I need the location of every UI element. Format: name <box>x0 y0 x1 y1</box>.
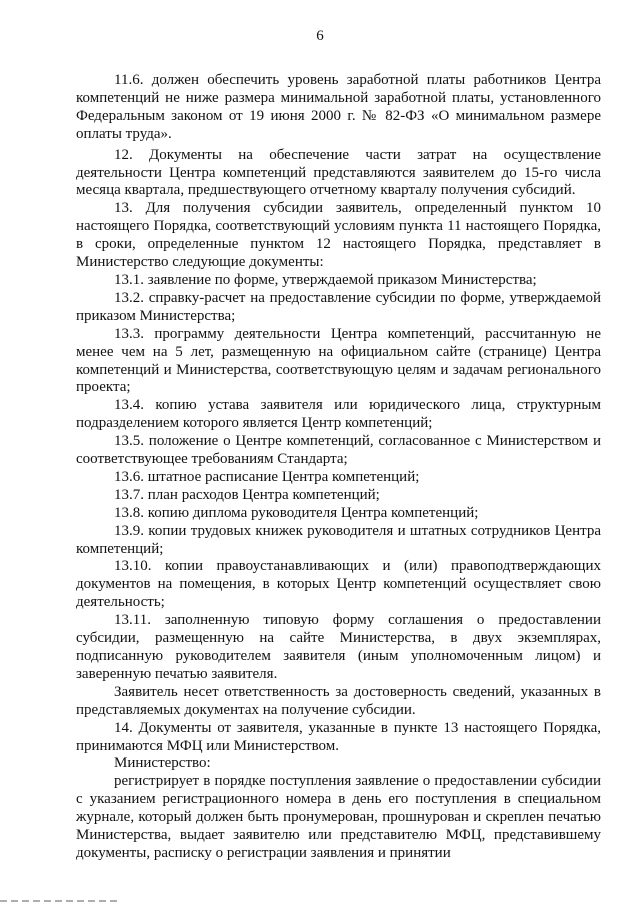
paragraph-12: 12. Документы на обеспечение части затрат на осуществление деятельности Центра компетенций представляются заявителем до 15-го числа месяца квартала, предшествующего отчетному кварталу получения субсидий. <box>76 146 601 199</box>
paragraph-registers: регистрирует в порядке поступления заявление о предоставлении субсидии с указанием регистрационного номера в день его поступления в специальном журнале, который должен быть пронумерован, прошнурован и скреплен печатью Министерства, выдает заявителю или представителю МФЦ, представившему документы, расписку о регистрации заявления и принятии <box>76 773 601 861</box>
paragraph-13-9: 13.9. копии трудовых книжек руководителя и штатных сотрудников Центра компетенций; <box>76 522 601 557</box>
paragraph-ministry: Министерство: <box>114 755 211 772</box>
paragraph-13-10: 13.10. копии правоустанавливающих и (или) правоподтверждающих документов на помещения, в которых Центр компетенций осуществляет свою деятельность; <box>76 558 601 611</box>
document-body <box>76 72 601 863</box>
paragraph-13-5: 13.5. положение о Центре компетенций, согласованное с Министерством и соответствующее требованиям Стандарта; <box>76 433 601 468</box>
paragraph-13: 13. Для получения субсидии заявитель, определенный пунктом 10 настоящего Порядка, соответствующий условиям пункта 11 настоящего Порядка, в сроки, определенные пунктом 12 настоящего Порядка, представляет в Министерство следующие документы: <box>76 200 601 271</box>
paragraph-14: 14. Документы от заявителя, указанные в пункте 13 настоящего Порядка, принимаются МФЦ или Министерством. <box>76 719 601 754</box>
paragraph-13-3: 13.3. программу деятельности Центра компетенций, рассчитанную не менее чем на 5 лет, размещенную на официальном сайте (странице) Центра компетенций и Министерства, соответствующую целям и задачам регионального проекта; <box>76 325 601 396</box>
scan-edge-mark <box>0 900 118 902</box>
page-number: 6 <box>316 28 324 44</box>
paragraph-13-4: 13.4. копию устава заявителя или юридического лица, структурным подразделением которого является Центр компетенций; <box>76 397 601 432</box>
paragraph-11-6: 11.6. должен обеспечить уровень заработной платы работников Центра компетенций не ниже размера минимальной заработной платы, установленного Федеральным законом от 19 июня 2000 г. № 82-ФЗ «О минимальном размере оплаты труда». <box>76 72 601 142</box>
paragraph-13-6: 13.6. штатное расписание Центра компетенций; <box>114 468 420 485</box>
paragraph-responsibility: Заявитель несет ответственность за достоверность сведений, указанных в представляемых документах на получение субсидии. <box>76 683 601 718</box>
paragraph-13-11: 13.11. заполненную типовую форму соглашения о предоставлении субсидии, размещенную на сайте Министерства, в двух экземплярах, подписанную руководителем заявителя (иным уполномоченным лицом) и заверенную печатью заявителя. <box>76 612 601 682</box>
paragraph-13-2: 13.2. справку-расчет на предоставление субсидии по форме, утверждаемой приказом Министерства; <box>76 289 601 324</box>
paragraph-13-8: 13.8. копию диплома руководителя Центра компетенций; <box>114 504 479 521</box>
paragraph-13-1: 13.1. заявление по форме, утверждаемой приказом Министерства; <box>114 271 537 288</box>
paragraph-13-7: 13.7. план расходов Центра компетенций; <box>114 486 380 503</box>
